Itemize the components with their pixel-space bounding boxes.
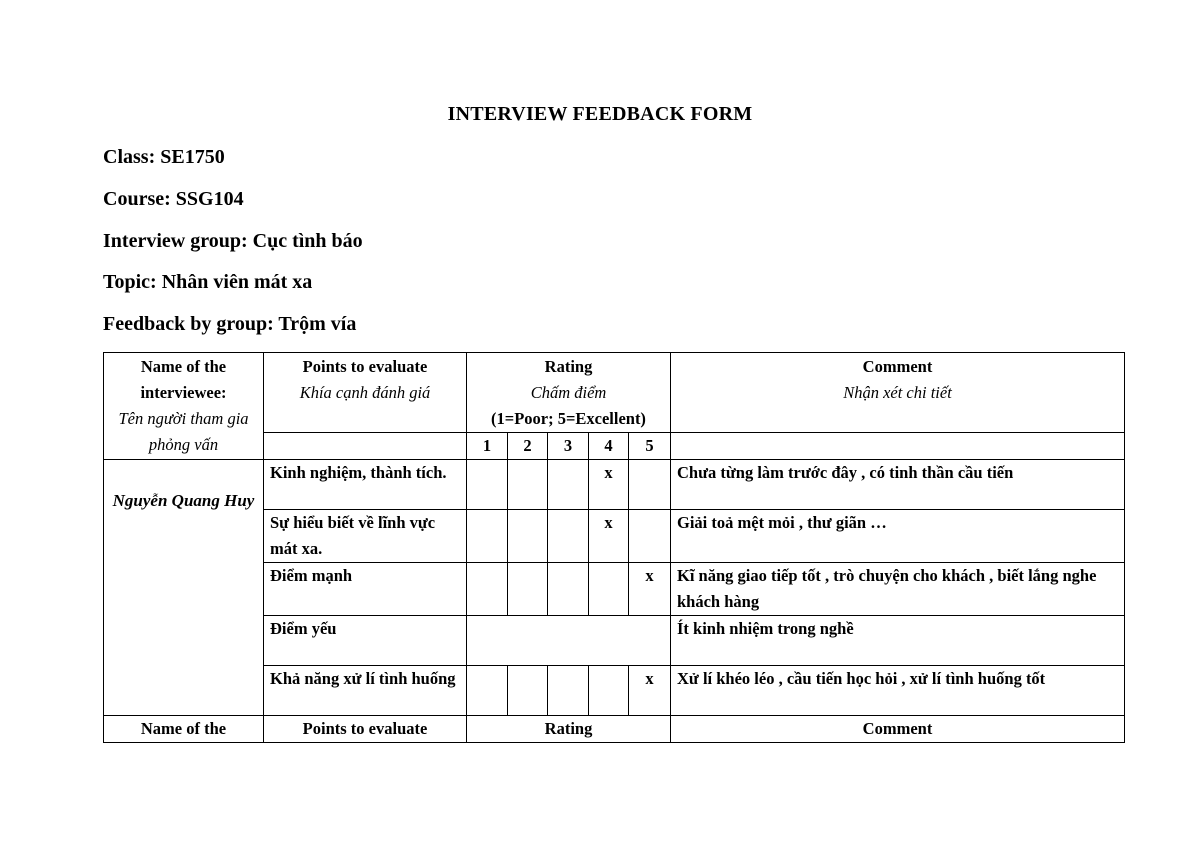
rating-cell bbox=[508, 460, 548, 510]
comment-header-vi: Nhận xét chi tiết bbox=[843, 383, 952, 402]
score-2: 2 bbox=[508, 433, 548, 460]
point-cell: Điểm yếu bbox=[264, 616, 467, 666]
points-header-en: Points to evaluate bbox=[302, 357, 428, 376]
interview-group-value: Cục tình báo bbox=[252, 230, 363, 252]
header-row bbox=[104, 353, 1125, 433]
course-value: SSG104 bbox=[175, 188, 244, 210]
rating-header-vi: Chấm điểm bbox=[530, 383, 607, 402]
rating-cell bbox=[589, 666, 629, 716]
score-3: 3 bbox=[548, 433, 589, 460]
rating-mark: x bbox=[629, 666, 671, 716]
rating-mark: x bbox=[589, 510, 629, 563]
class-label: Class: bbox=[103, 146, 156, 168]
feedback-group-label: Feedback by group: bbox=[103, 313, 274, 335]
point-cell: Sự hiểu biết về lĩnh vực mát xa. bbox=[264, 510, 467, 563]
feedback-group-field bbox=[103, 313, 356, 336]
rating-cell bbox=[508, 666, 548, 716]
rating-cell bbox=[589, 563, 629, 616]
interviewee-cell bbox=[104, 460, 264, 716]
interviewee-name: Nguyễn Quang Huy bbox=[112, 491, 255, 510]
rating-cell bbox=[467, 563, 508, 616]
rating-cell bbox=[508, 510, 548, 563]
topic-label: Topic: bbox=[103, 271, 157, 293]
rating-cell bbox=[548, 510, 589, 563]
rating-cell bbox=[467, 510, 508, 563]
rating-mark: x bbox=[629, 563, 671, 616]
rating-header bbox=[467, 353, 671, 433]
points-blank bbox=[264, 433, 467, 460]
comment-cell: Ít kinh nhiệm trong nghề bbox=[671, 616, 1125, 666]
comment-header bbox=[671, 353, 1125, 433]
rating-cell bbox=[508, 563, 548, 616]
name-header-en: Name of the interviewee: bbox=[140, 357, 227, 402]
course-label: Course: bbox=[103, 188, 171, 210]
rating-cell bbox=[548, 563, 589, 616]
class-value: SE1750 bbox=[160, 146, 225, 168]
points-header bbox=[264, 353, 467, 433]
name-header bbox=[104, 353, 264, 460]
course-field bbox=[103, 188, 244, 211]
table-row bbox=[104, 460, 1125, 510]
points-header-vi: Khía cạnh đánh giá bbox=[299, 383, 431, 402]
rating-scale: (1=Poor; 5=Excellent) bbox=[491, 409, 646, 428]
score-1: 1 bbox=[467, 433, 508, 460]
rating-cell bbox=[467, 460, 508, 510]
rating-mark: x bbox=[589, 460, 629, 510]
interview-group-label: Interview group: bbox=[103, 230, 248, 252]
form-title: INTERVIEW FEEDBACK FORM bbox=[447, 103, 753, 125]
name-header-vi: Tên người tham gia phỏng vấn bbox=[118, 409, 249, 454]
topic-value: Nhân viên mát xa bbox=[161, 271, 313, 293]
rating-cell bbox=[548, 666, 589, 716]
point-cell: Khả năng xử lí tình huống bbox=[264, 666, 467, 716]
rating-header-en: Rating bbox=[544, 357, 593, 376]
point-cell: Kinh nghiệm, thành tích. bbox=[264, 460, 467, 510]
footer-comment: Comment bbox=[671, 716, 1125, 743]
footer-row bbox=[104, 716, 1125, 743]
topic-field bbox=[103, 271, 312, 294]
feedback-group-value: Trộm vía bbox=[278, 313, 357, 335]
comment-blank bbox=[671, 433, 1125, 460]
footer-points: Points to evaluate bbox=[264, 716, 467, 743]
comment-header-en: Comment bbox=[862, 357, 933, 376]
comment-cell: Chưa từng làm trước đây , có tinh thần cầu tiến bbox=[671, 460, 1125, 510]
rating-cell bbox=[467, 666, 508, 716]
rating-merged-cell bbox=[467, 616, 671, 666]
score-5: 5 bbox=[629, 433, 671, 460]
interview-group-field bbox=[103, 230, 363, 253]
comment-cell: Kĩ năng giao tiếp tốt , trò chuyện cho khách , biết lắng nghe khách hàng bbox=[671, 563, 1125, 616]
comment-cell: Giải toả mệt mỏi , thư giãn … bbox=[671, 510, 1125, 563]
comment-cell: Xử lí khéo léo , cầu tiến học hỏi , xử lí tình huống tốt bbox=[671, 666, 1125, 716]
point-cell: Điểm mạnh bbox=[264, 563, 467, 616]
feedback-table bbox=[103, 352, 1125, 743]
rating-cell bbox=[629, 510, 671, 563]
class-field bbox=[103, 146, 225, 169]
footer-rating: Rating bbox=[467, 716, 671, 743]
footer-name: Name of the bbox=[104, 716, 264, 743]
rating-cell bbox=[629, 460, 671, 510]
rating-cell bbox=[548, 460, 589, 510]
score-4: 4 bbox=[589, 433, 629, 460]
